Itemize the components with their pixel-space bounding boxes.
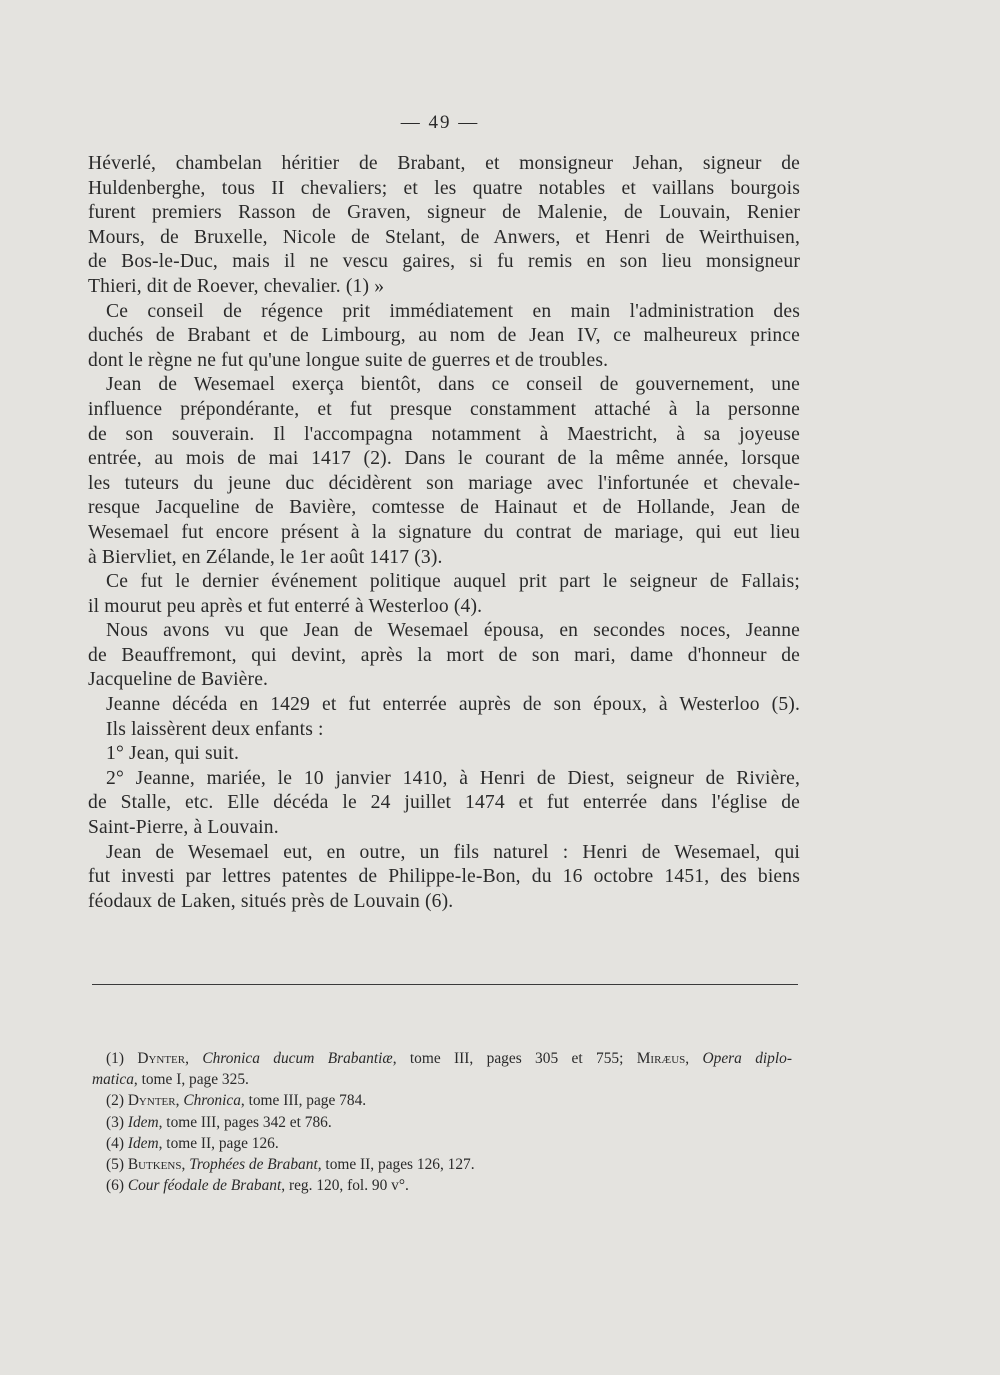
footnote-number: (5) bbox=[106, 1156, 124, 1174]
footnote-rule bbox=[92, 984, 798, 985]
text-line: Nous avons vu que Jean de Wesemael épousa, en secondes noces, Jeanne bbox=[106, 620, 800, 642]
footnote-1-continued: matica, tome I, page 325. bbox=[92, 1071, 249, 1089]
text-line: influence prépondérante, et fut presque constamment attaché à la personne bbox=[88, 398, 800, 420]
text-line: Jeanne décéda en 1429 et fut enterrée auprès de son époux, à Westerloo (5). bbox=[106, 694, 800, 716]
footnote-3: (3) Idem, tome III, pages 342 et 786. bbox=[106, 1113, 332, 1131]
footnotes bbox=[92, 1048, 792, 1196]
footnote-author: Dynter bbox=[127, 1092, 176, 1110]
text-line: 1° Jean, qui suit. bbox=[106, 743, 239, 765]
footnote-title: Trophées de Brabant bbox=[189, 1156, 318, 1174]
footnote-number: (4) bbox=[106, 1134, 124, 1152]
text-line: Jacqueline de Bavière. bbox=[88, 669, 269, 691]
text-line: féodaux de Laken, situés près de Louvain (6). bbox=[88, 890, 454, 912]
body-text bbox=[88, 152, 800, 914]
text-line: fut investi par lettres patentes de Philippe-le-Bon, du 16 octobre 1451, des biens bbox=[88, 866, 800, 888]
text-line: dont le règne ne fut qu'une longue suite de guerres et de troubles. bbox=[88, 349, 609, 371]
text-line: de Beauffremont, qui devint, après la mort de son mari, dame d'honneur de bbox=[88, 644, 800, 666]
text-line: Jean de Wesemael exerça bientôt, dans ce conseil de gouvernement, une bbox=[106, 374, 800, 396]
text-line: Jean de Wesemael eut, en outre, un fils naturel : Henri de Wesemael, qui bbox=[106, 841, 800, 863]
footnote-number: (1) bbox=[106, 1050, 124, 1067]
text-line: Ce conseil de régence prit immédiatement en main l'administration des bbox=[106, 300, 800, 322]
text-line: Mours, de Bruxelle, Nicole de Stelant, de Anwers, et Henri de Weirthuisen, bbox=[88, 226, 800, 248]
text-line: Ce fut le dernier événement politique auquel prit part le seigneur de Fallais; bbox=[106, 571, 800, 593]
text-line: à Biervliet, en Zélande, le 1er août 1417 (3). bbox=[88, 546, 443, 568]
text-line: Ils laissèrent deux enfants : bbox=[106, 718, 324, 740]
text-line: Saint-Pierre, à Louvain. bbox=[88, 817, 279, 839]
text-line: il mourut peu après et fut enterré à Westerloo (4). bbox=[88, 595, 483, 617]
text-line: 2° Jeanne, mariée, le 10 janvier 1410, à Henri de Diest, seigneur de Rivière, bbox=[106, 767, 800, 789]
footnote-number: (3) bbox=[106, 1113, 124, 1131]
footnote-number: (2) bbox=[106, 1092, 124, 1110]
text-line: de Bos-le-Duc, mais il ne vescu gaires, si fu remis en son lieu monsigneur bbox=[88, 251, 800, 273]
text-line: Thieri, dit de Roever, chevalier. (1) » bbox=[88, 275, 385, 297]
text-line: les tuteurs du jeune duc décidèrent son mariage avec l'infortunée et chevale- bbox=[88, 472, 800, 494]
text-line: resque Jacqueline de Bavière, comtesse de Hainaut et de Hollande, Jean de bbox=[88, 497, 800, 519]
text-line: de Stalle, etc. Elle décéda le 24 juillet 1474 et fut enterrée dans l'église de bbox=[88, 792, 800, 814]
footnote-title: Cour féodale de Brabant bbox=[127, 1177, 282, 1195]
text-line: Wesemael fut encore présent à la signature du contrat de mariage, qui eut lieu bbox=[88, 521, 800, 543]
footnote-4: (4) Idem, tome II, page 126. bbox=[106, 1134, 279, 1152]
text-line: de son souverain. Il l'accompagna notamment à Maestricht, à sa joyeuse bbox=[88, 423, 800, 445]
footnote-author: Dynter bbox=[137, 1050, 186, 1067]
footnote-title: matica bbox=[92, 1071, 134, 1089]
footnote-author: Miræus bbox=[636, 1050, 686, 1067]
footnote-title: Idem bbox=[127, 1134, 159, 1152]
footnote-author: Butkens bbox=[127, 1156, 182, 1174]
footnote-number: (6) bbox=[106, 1177, 124, 1195]
text-line: furent premiers Rasson de Graven, signeur de Malenie, de Louvain, Renier bbox=[88, 202, 800, 224]
footnote-1: (1) Dynter, Chronica ducum Brabantiæ, tome III, pages 305 et 755; Miræus, Opera diplo- bbox=[106, 1050, 792, 1067]
text-line: Huldenberghe, tous II chevaliers; et les quatre notables et vaillans bourgois bbox=[88, 177, 800, 199]
footnote-title: Opera diplo- bbox=[702, 1050, 792, 1067]
footnote-2: (2) Dynter, Chronica, tome III, page 784. bbox=[106, 1092, 367, 1110]
text-line: duchés de Brabant et de Limbourg, au nom de Jean IV, ce malheureux prince bbox=[88, 325, 800, 347]
footnote-5: (5) Butkens, Trophées de Brabant, tome II, pages 126, 127. bbox=[106, 1156, 475, 1174]
footnote-title: Chronica ducum Brabantiæ bbox=[202, 1050, 393, 1067]
footnote-title: Chronica bbox=[183, 1092, 241, 1110]
text-line: Héverlé, chambelan héritier de Brabant, et monsigneur Jehan, signeur de bbox=[88, 153, 800, 174]
text-line: entrée, au mois de mai 1417 (2). Dans le courant de la même année, lorsque bbox=[88, 448, 800, 470]
footnote-6: (6) Cour féodale de Brabant, reg. 120, fol. 90 v°. bbox=[106, 1177, 409, 1195]
page-number: — 49 — bbox=[400, 112, 480, 133]
footnote-title: Idem bbox=[127, 1113, 159, 1131]
